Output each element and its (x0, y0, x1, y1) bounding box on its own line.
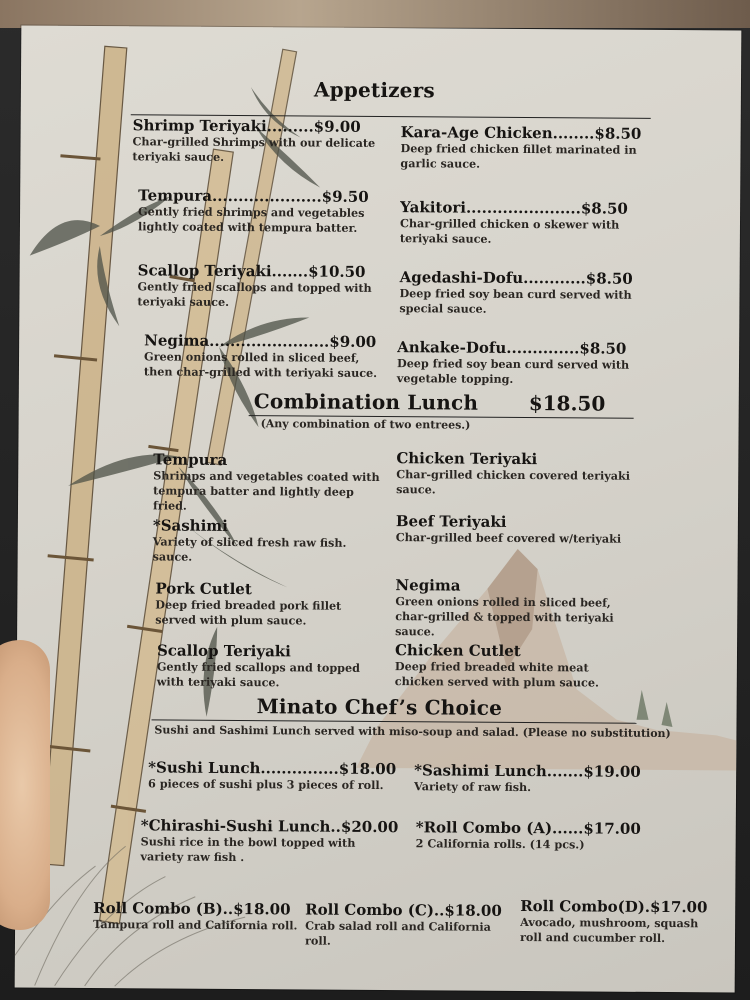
menu-item: Roll Combo (B)..$18.00 Tampura roll and California roll. (93, 899, 298, 933)
menu-item: Shrimp Teriyaki.........$9.00 Char-grilled Shrimps with our delicate teriyaki sauce. (132, 116, 376, 164)
menu-item: Negima Green onions rolled in sliced beef, char-grilled & topped with teriyaki sauce. (395, 576, 614, 639)
menu-page (15, 25, 742, 992)
menu-content (15, 25, 742, 992)
chefs-choice-title: Minato Chef’s Choice (256, 694, 503, 720)
menu-item: Scallop Teriyaki.......$10.50 Gently fried scallops and topped with teriyaki sauce. (137, 261, 372, 309)
holding-hand (0, 640, 50, 930)
menu-item: *Sushi Lunch...............$18.00 6 pieces of sushi plus 3 pieces of roll. (148, 758, 397, 793)
menu-item: *Chirashi-Sushi Lunch..$20.00 Sushi rice in the bowl topped with variety raw fish . (140, 816, 399, 865)
menu-item: Tempura Shrimps and vegetables coated with tempura batter and lightly deep fried. (152, 450, 380, 513)
menu-item: *Roll Combo (A)......$17.00 2 California rolls. (14 pcs.) (415, 818, 641, 852)
menu-item: Roll Combo (C)..$18.00 Crab salad roll and California roll. (304, 900, 502, 948)
appetizers-title: Appetizers (313, 77, 435, 103)
menu-item: *Sashimi Lunch.......$19.00 Variety of raw fish. (414, 761, 641, 795)
menu-item: Tempura.....................$9.50 Gently fried shrimps and vegetables lightly coated with tempura batter. (137, 186, 369, 235)
menu-item: Beef Teriyaki Char-grilled beef covered w/teriyaki (395, 512, 622, 546)
combination-title: Combination Lunch (253, 389, 479, 415)
menu-item: *Sashimi Variety of sliced fresh raw fish. sauce. (152, 516, 347, 564)
menu-item: Kara-Age Chicken........$8.50 Deep fried chicken fillet marinated in garlic sauce. (400, 123, 642, 171)
menu-item: Pork Cutlet Deep fried breaded pork fillet served with plum sauce. (155, 579, 342, 628)
combination-price: $18.50 (528, 391, 606, 416)
table-background (0, 0, 750, 28)
menu-item: Chicken Teriyaki Char-grilled chicken covered teriyaki sauce. (396, 449, 631, 497)
menu-item: Yakitori......................$8.50 Char-grilled chicken o skewer with teriyaki sauce. (399, 198, 628, 246)
menu-item: Chicken Cutlet Deep fried breaded white meat chicken served with plum sauce. (394, 641, 599, 690)
menu-item: Roll Combo(D).$17.00 Avocado, mushroom, squash roll and cucumber roll. (519, 897, 708, 946)
combination-note: (Any combination of two entrees.) (260, 417, 471, 432)
menu-item: Scallop Teriyaki Gently fried scallops and topped with teriyaki sauce. (156, 641, 361, 690)
menu-item: Agedashi-Dofu............$8.50 Deep fried soy bean curd served with special sauce. (399, 268, 633, 316)
menu-item: Negima.......................$9.00 Green onions rolled in sliced beef, then char-grilled with teriyaki sauce. (143, 331, 378, 380)
chefs-choice-note: Sushi and Sashimi Lunch served with miso-soup and salad. (Please no substitution) (154, 723, 671, 741)
menu-item: Ankake-Dofu..............$8.50 Deep fried soy bean curd served with vegetable topping. (396, 338, 630, 386)
